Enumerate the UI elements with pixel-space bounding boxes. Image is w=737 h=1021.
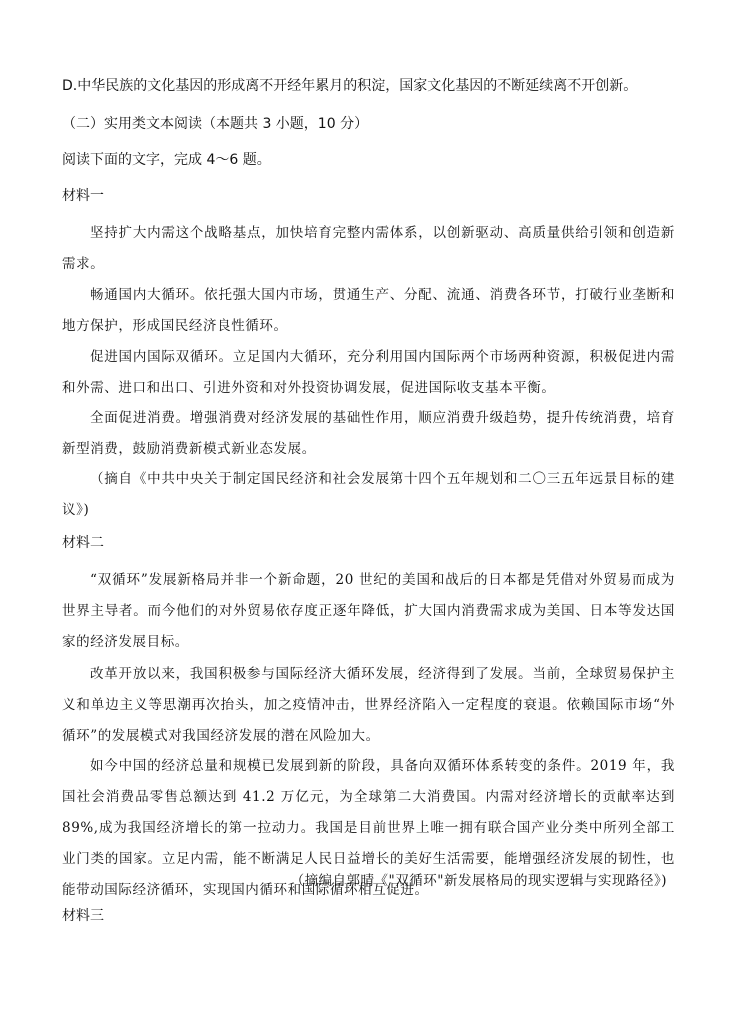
material-2-title: 材料二 [62,535,104,551]
material-1-paragraph-2: 畅通国内大循环。依托强大国内市场，贯通生产、分配、流通、消费各环节，打破行业垄断和地方保护，形成国民经济良性循环。 [62,287,675,334]
material-1-paragraph-1: 坚持扩大内需这个战略基点，加快培育完整内需体系，以创新驱动、高质量供给引领和创造新需求。 [62,225,675,272]
material-2-paragraph-3: 如今中国的经济总量和规模已发展到新的阶段，具备向双循环体系转变的条件。2019 年，我国社会消费品零售总额达到 41.2 万亿元，为全球第二大消费国。内需对经济增长的贡献率达到 89%,成为我国经济增长的第一拉动力。我国是目前世界上唯一拥有联合国产业分类中所列全部工业门类的国家。立足内需，能不断满足人民日益增长的美好生活需要，能增强经济发展的韧性，也能带动国际经济循环，实现国内循环和国际循环相互促进。 [62,758,675,898]
material-3-title: 材料三 [62,908,104,924]
option-d-text: D.中华民族的文化基因的形成离不开经年累月的积淀，国家文化基因的不断延续离不开创新。 [62,78,638,94]
material-2-source: （摘编自郭晴《"双循环"新发展格局的现实逻辑与实现路径》) [290,873,667,889]
instruction-text: 阅读下面的文字，完成 4～6 题。 [62,152,271,168]
section-heading: （二）实用类文本阅读（本题共 3 小题，10 分） [62,116,369,132]
material-1-source: （摘自《中共中央关于制定国民经济和社会发展第十四个五年规划和二〇三五年远景目标的建议》) [62,471,675,518]
material-2-paragraph-1: “双循环”发展新格局并非一个新命题，20 世纪的美国和战后的日本都是凭借对外贸易而成为世界主导者。而今他们的对外贸易依存度正逐年降低，扩大国内消费需求成为美国、日本等发达国家的经济发展目标。 [62,572,675,650]
material-2-paragraph-2: 改革开放以来，我国积极参与国际经济大循环发展，经济得到了发展。当前，全球贸易保护主义和单边主义等思潮再次抬头，加之疫情冲击，世界经济陷入一定程度的衰退。依赖国际市场“外循环”的发展模式对我国经济发展的潜在风险加大。 [62,666,675,744]
material-1-title: 材料一 [62,188,104,204]
material-1-paragraph-4: 全面促进消费。增强消费对经济发展的基础性作用，顺应消费升级趋势，提升传统消费，培育新型消费，鼓励消费新模式新业态发展。 [62,410,675,457]
material-1-paragraph-3: 促进国内国际双循环。立足国内大循环，充分利用国内国际两个市场两种资源，积极促进内需和外需、进口和出口、引进外资和对外投资协调发展，促进国际收支基本平衡。 [62,349,675,396]
